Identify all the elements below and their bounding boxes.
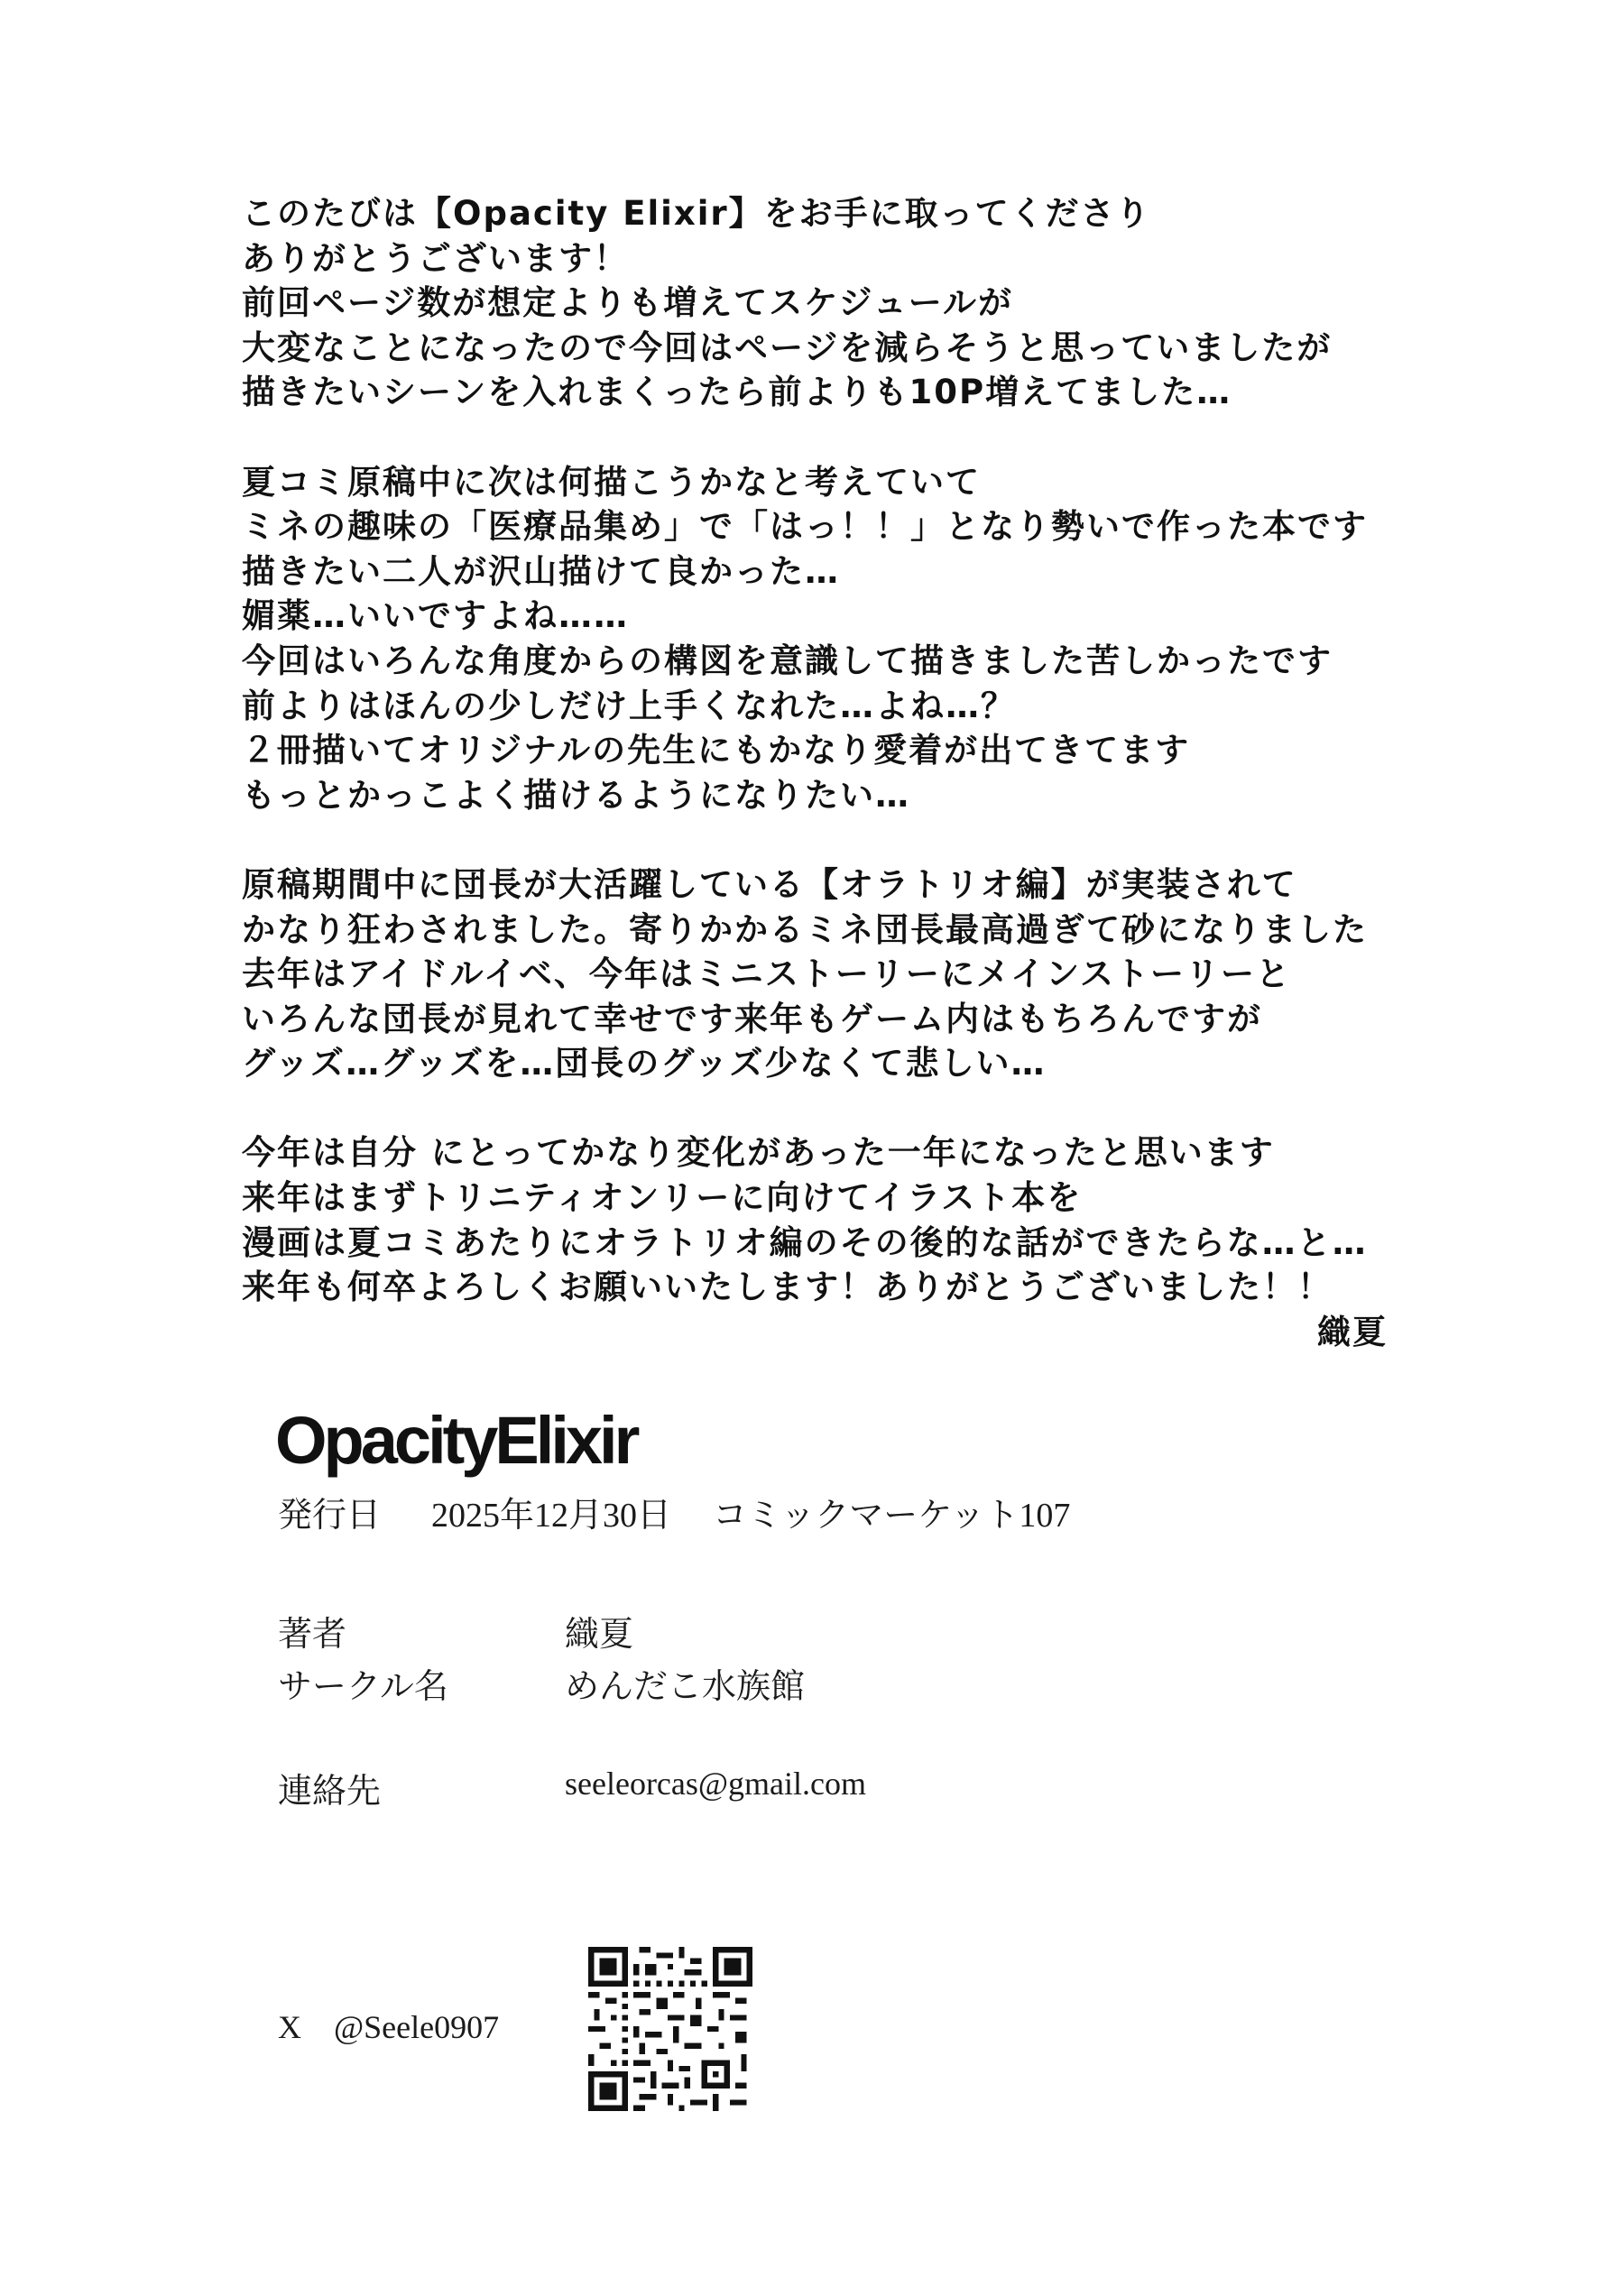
- afterword-line: 夏コミ原稿中に次は何描こうかなと考えていて: [242, 462, 981, 502]
- afterword-line: ミネの趣味の「医療品集め」で「はっ！！」となり勢いで作った本です: [242, 507, 1368, 547]
- author-label: 著者: [278, 1616, 347, 1654]
- afterword-line: ２冊描いてオリジナルの先生にもかなり愛着が出てきてます: [242, 731, 1191, 770]
- afterword-line: このたびは【Opacity Elixir】をお手に取ってくださり: [242, 194, 1151, 233]
- afterword-paragraph-1: [242, 191, 1397, 415]
- event-name: コミックマーケット107: [713, 1497, 1071, 1535]
- colophon-title: OpacityElixir: [275, 1403, 637, 1478]
- qr-code-icon: [588, 1947, 752, 2111]
- afterword-line: 媚薬…いいですよね……: [242, 596, 629, 636]
- afterword-line: 今回はいろんな角度からの構図を意識して描きました苦しかったです: [242, 641, 1333, 680]
- circle-label: サークル名: [278, 1668, 448, 1706]
- afterword-line: 前よりはほんの少しだけ上手くなれた…よね…？: [242, 686, 1016, 725]
- circle-name: めんだこ水族館: [565, 1668, 806, 1706]
- afterword-line: もっとかっこよく描けるようになりたい…: [242, 775, 910, 815]
- author-name: 織夏: [565, 1616, 634, 1654]
- afterword-line: ありがとうございます！: [242, 238, 629, 278]
- afterword-line: 来年はまずトリニティオンリーに向けてイラスト本を: [242, 1178, 1083, 1218]
- afterword-paragraph-3: [242, 862, 1397, 1086]
- afterword-line: 描きたい二人が沢山描けて良かった…: [242, 551, 840, 591]
- contact-email[interactable]: seeleorcas@gmail.com: [565, 1766, 867, 1802]
- afterword-line: 前回ページ数が想定よりも増えてスケジュールが: [242, 283, 1014, 323]
- contact-label: 連絡先: [278, 1773, 382, 1811]
- afterword-line: かなり狂わされました。寄りかかるミネ団長最高過ぎて砂になりました: [242, 909, 1368, 949]
- afterword-line: 大変なことになったので今回はページを減らそうと思っていましたが: [242, 327, 1333, 367]
- afterword-line: 描きたいシーンを入れまくったら前よりも10P増えてました…: [242, 373, 1232, 412]
- afterword-paragraph-2: [242, 460, 1397, 818]
- x-label: X: [278, 2009, 301, 2045]
- publish-date: 2025年12月30日: [431, 1497, 672, 1535]
- x-handle[interactable]: @Seele0907: [334, 2009, 500, 2045]
- afterword-line: 漫画は夏コミあたりにオラトリオ編のその後的な話ができたらな…と…: [242, 1222, 1368, 1262]
- afterword-paragraph-4: [242, 1130, 1397, 1354]
- afterword: [242, 191, 1397, 1354]
- afterword-line: 今年は自分 にとってかなり変化があった一年になったと思います: [242, 1133, 1275, 1173]
- afterword-line: グッズ…グッズを…団長のグッズ少なくて悲しい…: [242, 1044, 1047, 1083]
- afterword-line: いろんな団長が見れて幸せです来年もゲーム内はもちろんですが: [242, 999, 1262, 1038]
- afterword-signature: 織夏: [1317, 1312, 1388, 1351]
- publish-label: 発行日: [278, 1497, 382, 1535]
- afterword-line: 来年も何卒よろしくお願いいたします！ありがとうございました！！: [242, 1268, 1333, 1307]
- afterword-line: 原稿期間中に団長が大活躍している【オラトリオ編】が実装されて: [242, 864, 1297, 904]
- afterword-line: 去年はアイドルイベ、今年はミニストーリーにメインストーリーと: [242, 954, 1291, 994]
